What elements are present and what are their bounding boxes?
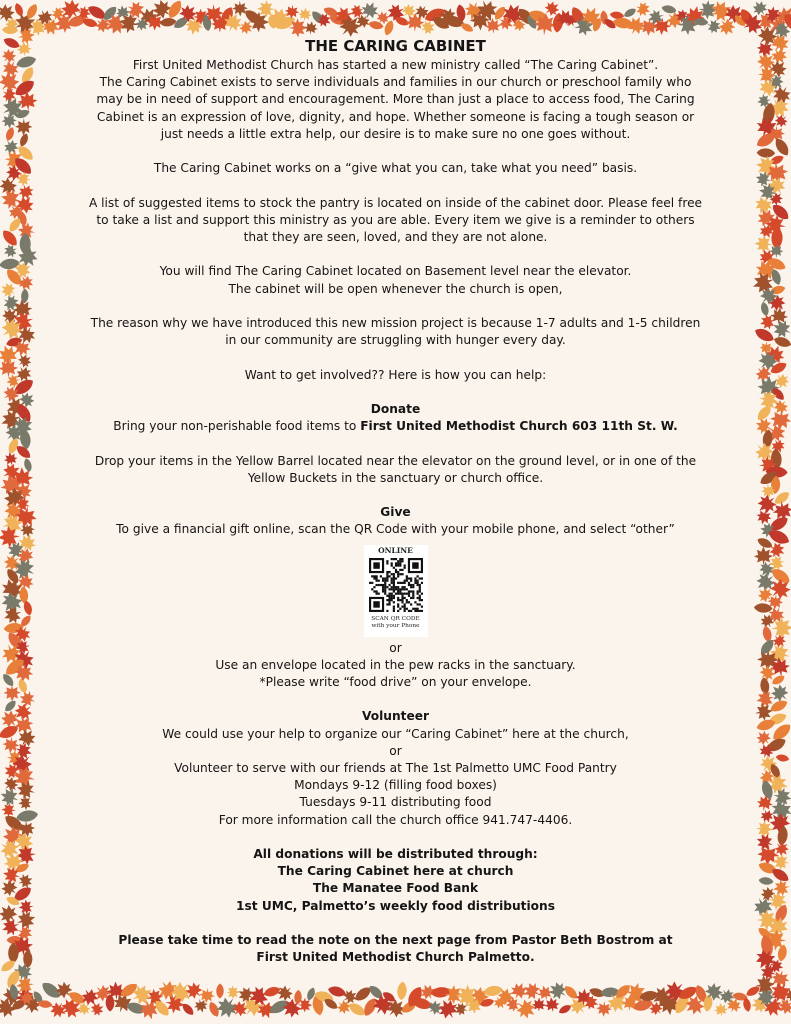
give-line: To give a financial gift online, scan the QR Code with your mobile phone, and select “other” bbox=[116, 522, 675, 537]
leaf-icon bbox=[532, 997, 546, 1011]
drop-line: Drop your items in the Yellow Barrel located near the elevator on the ground level, or in one of the bbox=[94, 453, 697, 468]
qr-code-icon[interactable] bbox=[369, 558, 423, 612]
volunteer-line: Tuesdays 9-11 distributing food bbox=[299, 795, 492, 810]
leaf-icon bbox=[4, 126, 16, 142]
reason-paragraph bbox=[40, 315, 751, 349]
closing-line: First United Methodist Church Palmetto. bbox=[256, 950, 535, 965]
leaf-icon bbox=[758, 876, 774, 885]
leaf-icon bbox=[180, 1001, 196, 1017]
distribution-line: The Caring Cabinet here at church bbox=[277, 864, 514, 879]
drop-line: Yellow Buckets in the sanctuary or church office. bbox=[247, 470, 544, 485]
leaf-icon bbox=[294, 990, 302, 1005]
volunteer-heading: Volunteer bbox=[361, 709, 430, 724]
leaf-icon bbox=[15, 351, 35, 371]
distribution-line: 1st UMC, Palmetto’s weekly food distributions bbox=[236, 898, 555, 913]
qr-top-label: ONLINE bbox=[378, 545, 413, 555]
leaf-icon bbox=[0, 45, 20, 66]
distribution-section bbox=[40, 846, 751, 915]
leaf-icon bbox=[262, 985, 281, 999]
leaf-icon bbox=[18, 899, 34, 915]
leaf-icon bbox=[159, 17, 176, 27]
leaf-icon bbox=[633, 0, 653, 19]
envelope-line: Use an envelope located in the pew racks in the sanctuary. bbox=[215, 657, 576, 672]
intro-line: The Caring Cabinet exists to serve individuals and families in our church or preschool family who bbox=[99, 75, 692, 90]
leaf-icon bbox=[88, 1000, 106, 1018]
leaf-icon bbox=[753, 326, 776, 345]
leaf-icon bbox=[0, 358, 18, 378]
intro-paragraph bbox=[40, 57, 751, 143]
leaf-icon bbox=[543, 996, 560, 1013]
leaf-icon bbox=[776, 944, 788, 962]
leaf-icon bbox=[2, 736, 21, 755]
leaf-icon bbox=[562, 983, 580, 1001]
intro-line: First United Methodist Church has started a new ministry called “The Caring Cabinet”. bbox=[132, 58, 659, 72]
church-address: First United Methodist Church 603 11th St. W. bbox=[360, 419, 678, 434]
qr-caption bbox=[364, 616, 428, 630]
or-text: or bbox=[389, 640, 402, 655]
qr-caption-line: with your Phone bbox=[371, 622, 420, 629]
leaf-icon bbox=[775, 753, 790, 762]
list-note-line: that they are seen, loved, and they are not alone. bbox=[243, 230, 548, 244]
list-note-line: A list of suggested items to stock the pantry is located on inside of the cabinet door. Please feel free bbox=[88, 195, 703, 210]
leaf-icon bbox=[596, 1001, 613, 1018]
leaf-icon bbox=[770, 673, 786, 686]
distribution-line: The Manatee Food Bank bbox=[312, 881, 479, 896]
location-line: The cabinet will be open whenever the church is open, bbox=[228, 281, 563, 296]
location-line: You will find The Caring Cabinet located on Basement level near the elevator. bbox=[159, 264, 632, 279]
volunteer-line: or bbox=[389, 743, 402, 758]
volunteer-line: We could use your help to organize our “Caring Cabinet” here at the church, bbox=[162, 726, 629, 741]
leaf-icon bbox=[754, 603, 773, 614]
location-paragraph bbox=[40, 263, 751, 297]
leaf-icon bbox=[2, 36, 21, 51]
volunteer-line: Mondays 9-12 (filling food boxes) bbox=[294, 778, 497, 793]
intro-line: just needs a little extra help, our desire is to make sure no one goes without. bbox=[160, 126, 631, 141]
leaf-icon bbox=[3, 684, 21, 702]
leaf-icon bbox=[754, 546, 774, 566]
leaf-icon bbox=[166, 0, 185, 20]
qr-caption-line: SCAN QR CODE bbox=[371, 615, 420, 622]
list-note-paragraph bbox=[40, 195, 751, 247]
leaf-icon bbox=[1, 242, 19, 260]
leaf-icon bbox=[15, 118, 33, 136]
intro-line: may be in need of support and encouragement. More than just a place to access food, The Caring bbox=[96, 92, 695, 107]
give-section bbox=[40, 504, 751, 691]
leaf-icon bbox=[713, 1002, 728, 1017]
leaf-icon bbox=[3, 698, 18, 713]
donate-line-prefix: Bring your non-perishable food items to bbox=[113, 419, 361, 434]
give-heading: Give bbox=[380, 505, 411, 520]
leaf-icon bbox=[16, 41, 32, 57]
volunteer-line: Volunteer to serve with our friends at The 1st Palmetto UMC Food Pantry bbox=[174, 760, 617, 775]
page-title: THE CARING CABINET bbox=[305, 37, 486, 55]
leaf-icon bbox=[18, 795, 33, 810]
leaf-icon bbox=[773, 335, 791, 349]
envelope-note: *Please write “food drive” on your envelope. bbox=[259, 674, 532, 689]
leaf-icon bbox=[298, 7, 313, 22]
leaf-icon bbox=[216, 983, 224, 998]
basis-text: The Caring Cabinet works on a “give what you can, take what you need” basis. bbox=[153, 161, 638, 176]
volunteer-line: For more information call the church office 941.747-4406. bbox=[218, 812, 573, 827]
list-note-line: to take a list and support this ministry as you are able. Every item we give is a reminder to others bbox=[96, 212, 695, 227]
leaf-icon bbox=[769, 698, 790, 714]
leaf-icon bbox=[368, 20, 385, 31]
leaf-icon bbox=[2, 26, 18, 35]
leaf-icon bbox=[16, 182, 36, 202]
donate-section bbox=[40, 401, 751, 487]
donate-line bbox=[40, 418, 751, 435]
distribution-line: All donations will be distributed through: bbox=[253, 846, 538, 861]
reason-line: The reason why we have introduced this new mission project is because 1-7 adults and 1-5 children bbox=[90, 315, 701, 330]
closing-note bbox=[40, 932, 751, 966]
volunteer-section bbox=[40, 708, 751, 828]
flyer-content bbox=[40, 37, 751, 966]
leaf-icon bbox=[13, 2, 25, 18]
leaf-icon bbox=[19, 522, 35, 538]
leaf-icon bbox=[226, 985, 240, 999]
leaf-icon bbox=[755, 508, 774, 527]
intro-line: Cabinet is an expression of love, dignity, and hope. Whether someone is facing a tough season or bbox=[96, 109, 695, 124]
closing-line: Please take time to read the note on the next page from Pastor Beth Bostrom at bbox=[118, 932, 673, 947]
reason-line: in our community are struggling with hunger every day. bbox=[225, 333, 566, 348]
leaf-icon bbox=[430, 986, 451, 998]
involve-text: Want to get involved?? Here is how you can help: bbox=[244, 367, 547, 382]
leaf-icon bbox=[512, 995, 540, 1023]
qr-code-card[interactable] bbox=[364, 545, 428, 637]
donate-heading: Donate bbox=[370, 401, 421, 416]
leaf-icon bbox=[622, 7, 637, 20]
leaf-icon bbox=[754, 234, 773, 253]
leaf-icon bbox=[15, 54, 38, 70]
leaf-icon bbox=[397, 981, 408, 1000]
leaf-icon bbox=[772, 136, 791, 158]
leaf-icon bbox=[23, 457, 33, 472]
leaf-icon bbox=[757, 148, 776, 158]
leaf-icon bbox=[1, 802, 17, 818]
